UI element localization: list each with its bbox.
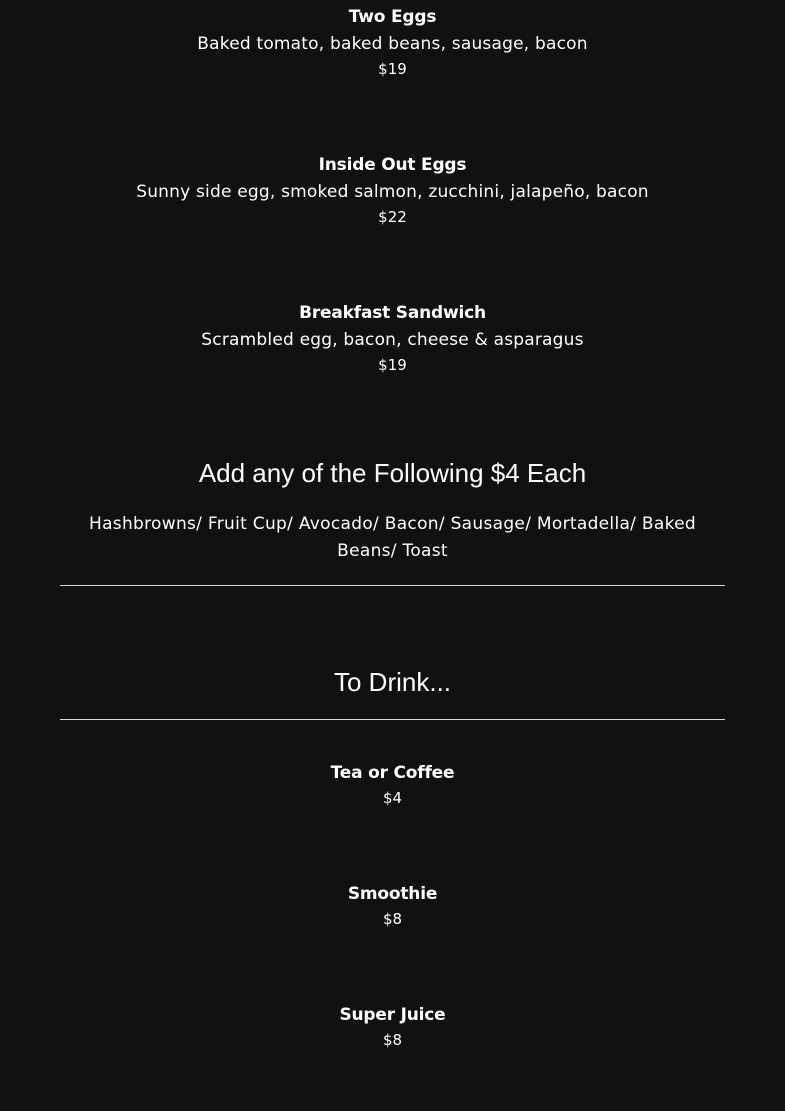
item-name: Tea or Coffee xyxy=(330,763,455,783)
item-price: $4 xyxy=(382,789,403,807)
menu-item-tea-or-coffee xyxy=(0,762,785,808)
menu-item-breakfast-sandwich xyxy=(0,302,785,375)
item-name: Breakfast Sandwich xyxy=(299,303,486,323)
drinks-heading: To Drink... xyxy=(333,667,452,697)
menu-item-super-juice xyxy=(0,1004,785,1050)
section-divider xyxy=(60,585,725,586)
item-description: Sunny side egg, smoked salmon, zucchini, jalapeño, bacon xyxy=(136,182,649,202)
item-price: $8 xyxy=(382,910,403,928)
menu-item-inside-out-eggs xyxy=(0,154,785,227)
item-name: Two Eggs xyxy=(348,7,437,27)
menu-item-smoothie xyxy=(0,883,785,929)
addons-list: Hashbrowns/ Fruit Cup/ Avocado/ Bacon/ Sausage/ Mortadella/ Baked Beans/ Toast xyxy=(89,514,696,561)
item-price: $22 xyxy=(378,208,407,226)
menu-item-two-eggs xyxy=(0,6,785,79)
item-description: Scrambled egg, bacon, cheese & asparagus xyxy=(201,330,584,350)
item-name: Smoothie xyxy=(347,884,438,904)
item-description: Baked tomato, baked beans, sausage, bacon xyxy=(197,34,588,54)
item-price: $19 xyxy=(378,60,407,78)
item-name: Inside Out Eggs xyxy=(318,155,467,175)
item-price: $19 xyxy=(378,356,407,374)
item-name: Super Juice xyxy=(339,1005,446,1025)
addons-heading: Add any of the Following $4 Each xyxy=(198,458,587,488)
item-price: $8 xyxy=(382,1031,403,1049)
section-divider xyxy=(60,719,725,720)
